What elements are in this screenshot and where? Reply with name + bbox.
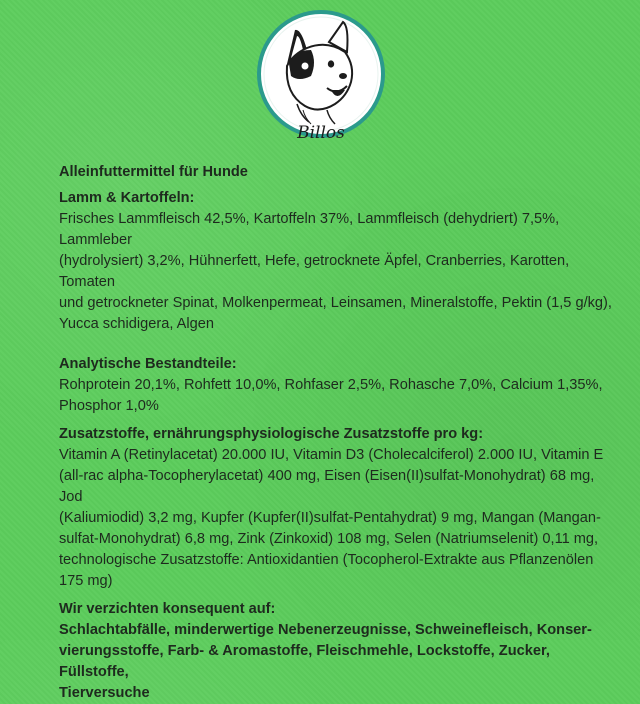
exclusions-line: vierungsstoffe, Farb- & Aromastoffe, Fleischmehle, Lockstoffe, Zucker, Füllstoffe, <box>59 643 550 680</box>
exclusions-section <box>59 599 619 704</box>
additives-line: (Kaliumiodid) 3,2 mg, Kupfer (Kupfer(II)sulfat-Pentahydrat) 9 mg, Mangan (Mangan- <box>59 510 601 526</box>
additives-line: sulfat-Monohydrat) 6,8 mg, Zink (Zinkoxid) 108 mg, Selen (Natriumselenit) 0,11 mg, <box>59 531 599 547</box>
composition-section <box>59 188 619 335</box>
additives-line: Vitamin A (Retinylacetat) 20.000 IU, Vitamin D3 (Cholecalciferol) 2.000 IU, Vitamin E <box>59 447 604 463</box>
brand-logo <box>257 6 385 152</box>
additives-section <box>59 424 619 592</box>
product-title: Alleinfuttermittel für Hunde <box>59 164 248 180</box>
composition-line: Yucca schidigera, Algen <box>59 316 214 332</box>
additives-line: 175 mg) <box>59 573 113 589</box>
exclusions-heading: Wir verzichten konsequent auf: <box>59 601 276 617</box>
brand-name: Billos <box>297 123 345 143</box>
composition-line: (hydrolysiert) 3,2%, Hühnerfett, Hefe, getrocknete Äpfel, Cranberries, Karotten, Tomaten <box>59 253 570 290</box>
analytical-section <box>59 354 619 417</box>
analytical-heading: Analytische Bestandteile: <box>59 356 237 372</box>
analytical-line: Phosphor 1,0% <box>59 398 159 414</box>
composition-line: und getrockneter Spinat, Molkenpermeat, Leinsamen, Mineralstoffe, Pektin (1,5 g/kg), <box>59 295 612 311</box>
product-info <box>59 162 619 704</box>
exclusions-line: Schlachtabfälle, minderwertige Nebenerzeugnisse, Schweinefleisch, Konser- <box>59 622 592 638</box>
additives-line: (all-rac alpha-Tocopherylacetat) 400 mg, Eisen (Eisen(II)sulfat-Monohydrat) 68 mg, Jod <box>59 468 595 505</box>
additives-line: technologische Zusatzstoffe: Antioxidantien (Tocopherol-Extrakte aus Pflanzenölen <box>59 552 594 568</box>
composition-heading: Lamm & Kartoffeln: <box>59 190 195 206</box>
exclusions-line: Tierversuche <box>59 685 150 701</box>
additives-heading: Zusatzstoffe, ernährungsphysiologische Zusatzstoffe pro kg: <box>59 426 484 442</box>
analytical-line: Rohprotein 20,1%, Rohfett 10,0%, Rohfaser 2,5%, Rohasche 7,0%, Calcium 1,35%, <box>59 377 603 393</box>
dog-head-icon <box>257 6 385 152</box>
composition-line: Frisches Lammfleisch 42,5%, Kartoffeln 37%, Lammfleisch (dehydriert) 7,5%, Lammleber <box>59 211 560 248</box>
